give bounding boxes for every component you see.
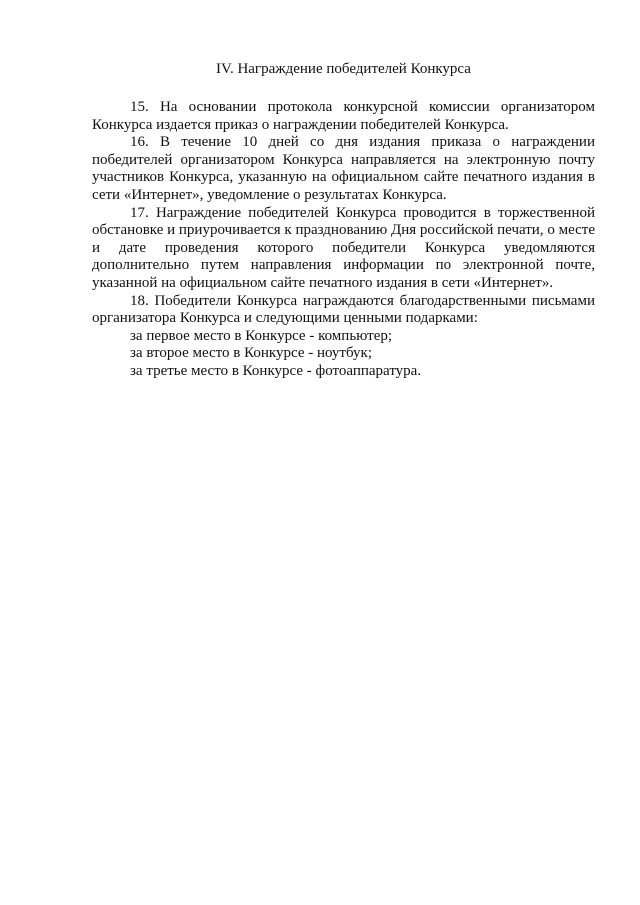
paragraph-15: 15. На основании протокола конкурсной комиссии организатором Конкурса издается приказ о награждении победителей Конкурса. xyxy=(92,99,595,133)
prize-second-place: за второе место в Конкурсе - ноутбук; xyxy=(130,345,372,362)
section-heading: IV. Награждение победителей Конкурса xyxy=(216,61,471,77)
paragraph-17: 17. Награждение победителей Конкурса проводится в торжественной обстановке и приурочивается к празднованию Дня российской печати, о месте и дате проведения которого победители Конкурса уведомляются дополнительно путем направления информации по электронной почте, указанной на официальном сайте печатного издания в сети «Интернет». xyxy=(92,204,595,291)
prize-third-place: за третье место в Конкурсе - фотоаппаратура. xyxy=(130,362,422,379)
prize-first-place: за первое место в Конкурсе - компьютер; xyxy=(130,327,393,344)
paragraph-16: 16. В течение 10 дней со дня издания приказа о награждении победителей организатором Конкурса направляется на электронную почту участников Конкурса, указанную на официальном сайте печатного издания в сети «Интернет», уведомление о результатах Конкурса. xyxy=(92,134,595,203)
document-body xyxy=(92,60,595,381)
paragraph-18: 18. Победители Конкурса награждаются благодарственными письмами организатора Конкурса и следующими ценными подарками: xyxy=(92,292,595,327)
prize-list xyxy=(92,328,595,381)
